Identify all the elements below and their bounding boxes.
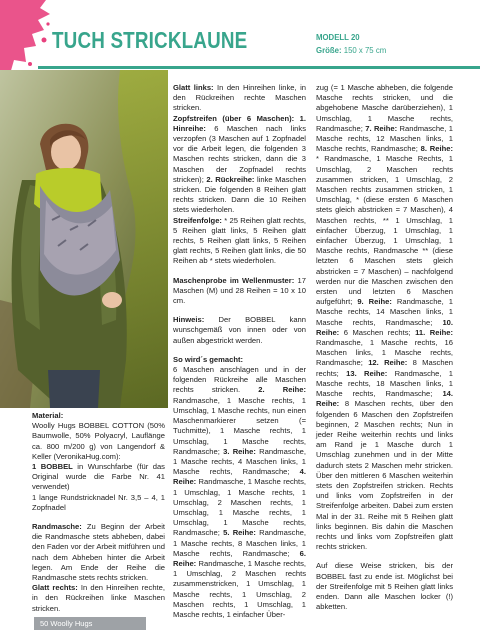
material-paragraph xyxy=(32,411,165,513)
row-6-label: 6. Reihe: xyxy=(173,548,306,568)
row-10-label: 10. Reihe: xyxy=(316,317,453,337)
column-3 xyxy=(316,83,453,631)
row-13-text: Randmasche, 1 Masche rechts, 18 Maschen links, 1 Masche rechts, Randmasche; xyxy=(316,368,454,399)
footer-bar xyxy=(34,617,146,630)
hinweis-label: Hinweis: xyxy=(173,315,205,325)
streifenfolge-text: * 25 Reihen glatt rechts, 5 Reihen glatt links, 5 Reihen glatt rechts, 5 Reihen glatt links, 5 Reihen glatt rechts, 5 Reihen glatt links, die 50 Reihen ab * stets wiederholen. xyxy=(173,215,306,266)
row-9-text: Randmasche, 1 Masche rechts, 14 Maschen links, 1 Masche rechts, Randmasche; xyxy=(316,297,453,327)
column-1 xyxy=(32,411,165,613)
row-5-label: 5. Reihe: xyxy=(223,528,256,538)
maschenprobe-paragraph xyxy=(173,276,306,307)
row-8-text: * Randmasche, 1 Masche Rechts, 1 Umschlag, 2 Maschen rechts zusammen stricken, 1 Umschlag, 2 Maschen rechts zusammen stricken, 1 Umschlag, * (diese ersten 6 Maschen stets gleich abstricken = 7 Maschen), 4 Maschen rechts, ** 1 Umschlag, 1 einfacher Überzug, 1 Umschlag, 1 einfacher Überzug, 1 Umschlag, 1 Masche rechts, Randmasche ** (diese letzten 6 Maschen stets gleich abstricken = 7 Maschen) – nachfolgend werden nur die Maschen zwischen den ersten und letzten 6 Maschen aufgeführt; xyxy=(316,154,453,307)
size-label: Größe: xyxy=(316,46,342,55)
column-2 xyxy=(173,83,306,631)
randmasche-label: Randmasche: xyxy=(32,522,82,532)
row-7-label: 7. Reihe: xyxy=(365,123,398,133)
model-photo xyxy=(0,70,168,408)
row-3-label: 3. Reihe: xyxy=(223,446,256,456)
glatt-links-text: In den Hinreihen linke, in den Rückreihen rechte Maschen stricken. xyxy=(173,83,306,113)
row-14-label: 14. Reihe: xyxy=(316,389,453,409)
bobbel-text: in Wunschfarbe (für das Original wurde die Farbe Nr. 41 verwendet) xyxy=(32,462,165,492)
page-title: TUCH STRICKLAUNE xyxy=(52,27,248,53)
row-14-text: 8 Maschen rechts, über den folgenden 6 Maschen den Zopfstreifen beginnen, 2 Maschen rechts; Nun in jeder Reihe weiterhin rechts und links am Rand je 1 Masche durch 1 Umschlag zunehmen und in der Mitte dadurch stets 2 Maschen mehr stricken. Über den mittleren 6 Maschen weiterhin stets den Zopfstreifen stricken. Rechts und links vom Zopfstreifen in der Streifenfolge arbeiten. Dabei zum ersten Mal in der 31. Reihe mit 5 Reihen glatt links beginnen. Bis dahin die Maschen rechts und links vom Zopfstreifen glatt rechts stricken. xyxy=(316,399,453,552)
row-4-text: Randmasche, 1 Masche rechts, 1 Umschlag, 1 Masche rechts, 1 Umschlag, 2 Maschen rechts, 1 Umschlag, 1 Masche rechts, 1 Umschlag, 1 Masche rechts, Randmasche; xyxy=(173,477,306,538)
row-11-label: 11. Reihe: xyxy=(415,327,453,337)
glatt-links-label: Glatt links: xyxy=(173,83,214,92)
size-info xyxy=(316,46,386,55)
row-8-label: 8. Reihe: xyxy=(420,144,454,154)
row-10-text: 6 Maschen rechts; xyxy=(339,327,416,337)
instructions-intro: 6 Maschen anschlagen und in der folgenden Rückreihe alle Maschen rechts stricken. xyxy=(173,365,306,395)
zopfstreifen-label: Zopfstreifen (über 6 Maschen): 1. Hinreihe: xyxy=(173,113,306,133)
row-6-continued: zug (= 1 Masche abheben, die folgende Masche rechts stricken, und die abgehobene Masche darüberziehen), 1 Umschlag, 1 Masche rechts, Randmasche; xyxy=(316,83,453,133)
so-wirds-gemacht-heading: So wird´s gemacht: xyxy=(173,354,244,364)
instructions-paragraph xyxy=(173,355,306,620)
size-value: 150 x 75 cm xyxy=(343,46,387,55)
material-heading: Material: xyxy=(32,411,64,420)
hinweis-paragraph xyxy=(173,315,306,346)
bobbel-label: 1 BOBBEL xyxy=(32,462,73,472)
glatt-rechts-text: In den Hinreihen rechte, in den Rückreihen linke Maschen stricken. xyxy=(32,583,165,613)
footer-page-label: 50 Woolly Hugs xyxy=(40,619,93,628)
row-3-text: Randmasche, 1 Masche rechts, 4 Maschen links, 1 Masche rechts, Randmasche; xyxy=(173,446,307,477)
row-4-label: 4. Reihe: xyxy=(173,467,306,487)
row-11-text: Randmasche, 1 Masche rechts, 16 Maschen links, 1 Masche rechts, Randmasche; xyxy=(316,338,453,368)
material-text: Woolly Hugs BOBBEL COTTON (50% Baumwolle, 50% Polyacryl, Lauflänge ca. 800 m/200 g) von Langendorf & Keller (VeronikaHug.com): xyxy=(32,421,165,461)
zopfstreifen-text-1: 6 Maschen nach links verzopfen (3 Maschen auf 1 Zopfnadel vor die Arbeit legen, die folgenden 3 Maschen rechts stricken, dann die 3 Maschen der Zopfnadel rechts stricken); xyxy=(173,123,306,184)
zopfstreifen-label-2: 2. Rückreihe: xyxy=(206,174,255,184)
model-number: MODELL 20 xyxy=(316,33,360,42)
row-2-text: Randmasche, 1 Masche rechts, 1 Umschlag, 1 Masche rechts, nun einen Maschenmarkierer setzen (= Tuchmitte), 1 Masche rechts, 1 Umschlag, 1 Masche rechts, Randmasche; xyxy=(173,395,306,456)
row-7-text: Randmasche, 1 Masche rechts, 12 Maschen links, 1 Masche rechts, Randmasche; xyxy=(316,123,453,154)
instructions-continued-paragraph xyxy=(316,83,453,552)
row-12-text: 8 Maschen rechts; xyxy=(316,358,453,378)
streifenfolge-label: Streifenfolge: xyxy=(173,215,222,225)
hinweis-text: Der BOBBEL kann wunschgemäß von innen oder von außen abgestrickt werden. xyxy=(173,315,306,345)
maschenprobe-text: 17 Maschen (M) und 28 Reihen = 10 x 10 cm. xyxy=(173,275,306,306)
row-5-text: Randmasche, 1 Masche rechts, 8 Maschen links, 1 Masche rechts, Randmasche; xyxy=(173,528,307,558)
glatt-links-zopf-paragraph xyxy=(173,83,306,267)
header-rule xyxy=(38,66,480,69)
row-9-label: 9. Reihe: xyxy=(357,297,392,307)
row-12-label: 12. Reihe: xyxy=(368,358,408,368)
glatt-rechts-label: Glatt rechts: xyxy=(32,583,78,593)
row-13-label: 13. Reihe: xyxy=(346,368,388,378)
row-6-text: Randmasche, 1 Masche rechts, 1 Umschlag, 2 Maschen rechts zusammenstricken, 1 Umschlag, 1 Masche rechts, 1 Umschlag, 2 Maschen rechts, 1 Umschlag, 1 Masche rechts, 1 einfacher Über- xyxy=(173,558,306,619)
randmasche-paragraph xyxy=(32,522,165,614)
closing-paragraph: Auf diese Weise stricken, bis der BOBBEL fast zu ende ist. Möglichst bei der Streifenfolge mit 5 Reihen glatt links enden. Dann alle Maschen locker (!) abketten. xyxy=(316,561,453,612)
needle-text: 1 lange Rundstricknadel Nr. 3,5 – 4, 1 Zopfnadel xyxy=(32,492,165,512)
randmasche-text: Zu Beginn der Arbeit die Randmasche stets abheben, dabei den Faden vor der Arbeit mitführen und nach dem Abheben hinter die Arbeit legen. Am Ende der Reihe die Randmasche stets rechts stricken. xyxy=(32,522,165,583)
zopfstreifen-text-2: linke Maschen stricken. Die folgenden 8 Reihen glatt rechts stricken. Dann die 10 Reihen stets wiederholen. xyxy=(173,174,306,215)
row-2-label: 2. Reihe: xyxy=(258,385,307,395)
maschenprobe-label: Maschenprobe im Wellenmuster: xyxy=(173,275,295,285)
